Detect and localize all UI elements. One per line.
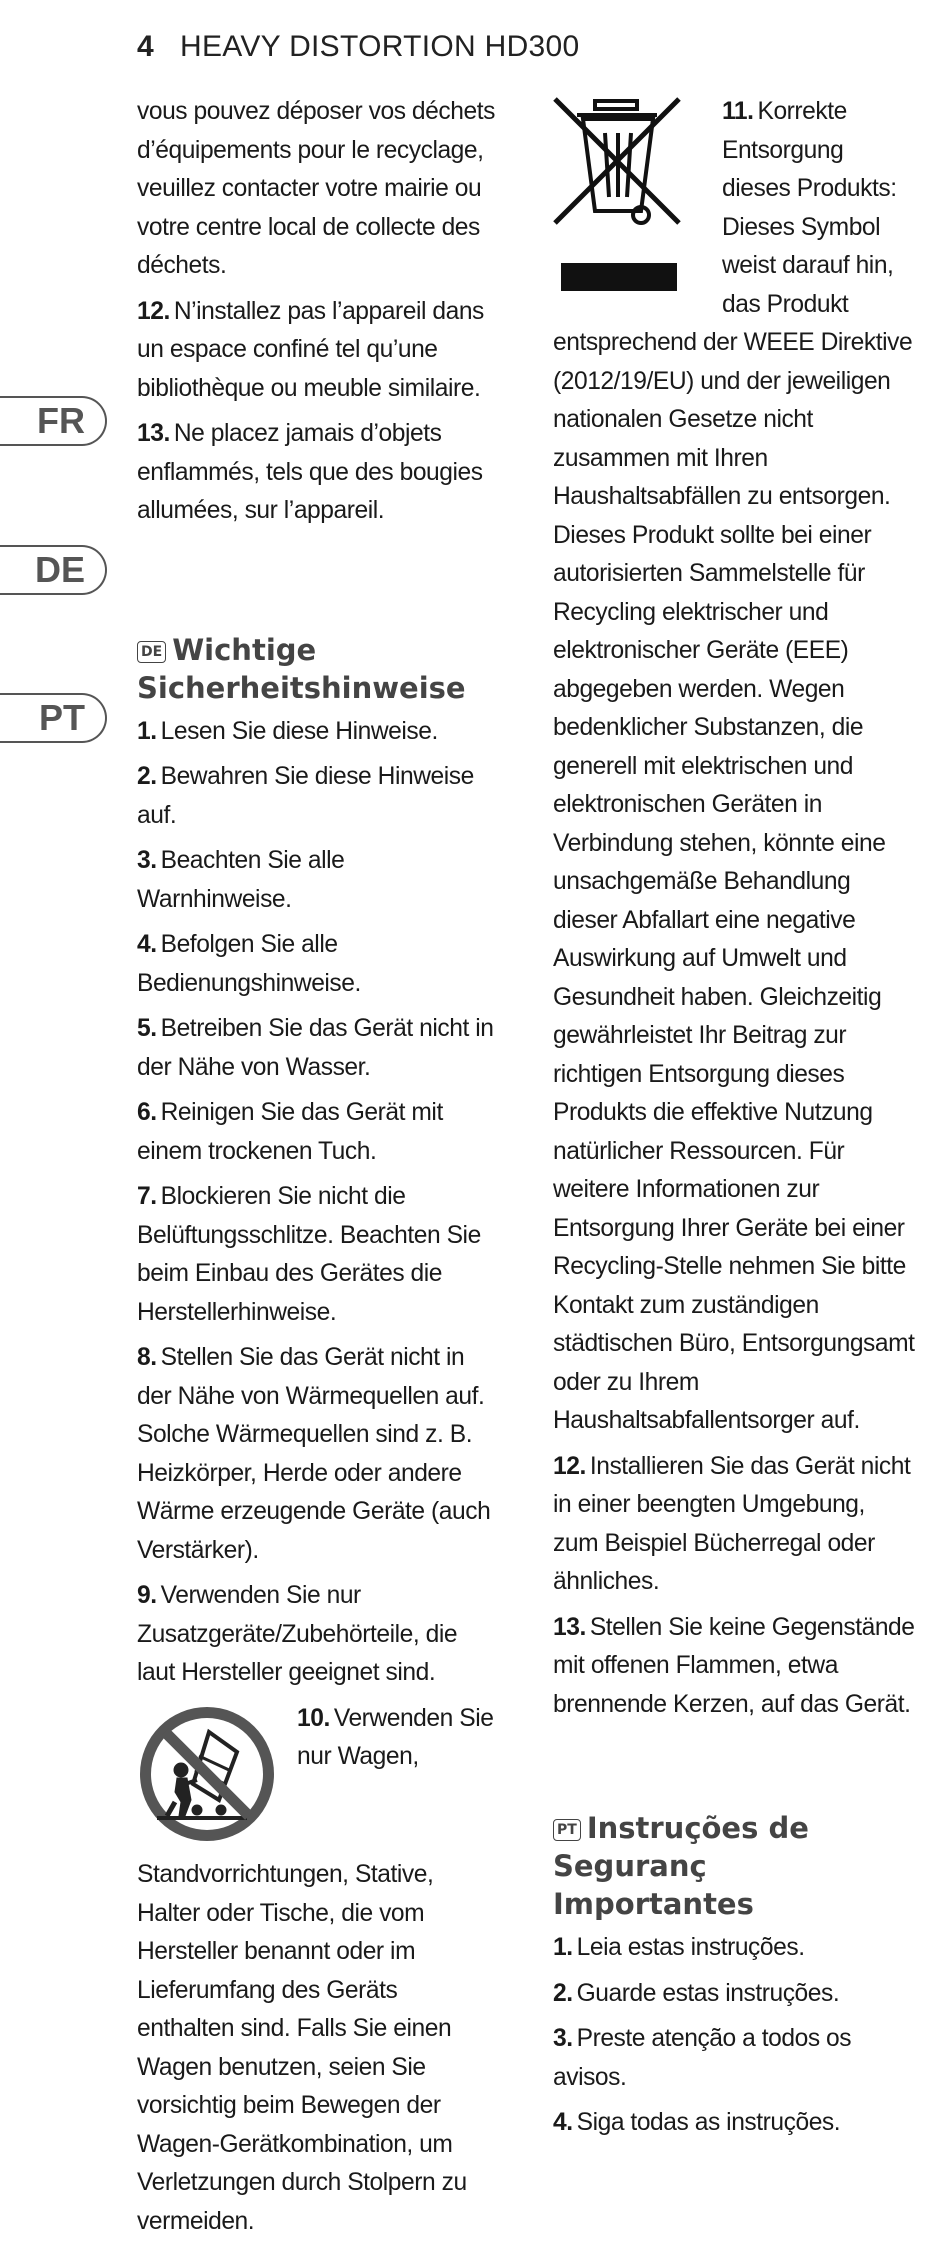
pt-item-2: 2. Guarde estas instruções. [553, 1979, 840, 2007]
de-item-1: 1. Lesen Sie diese Hinweise. [137, 717, 438, 745]
de-item-10: 10. Verwenden Sie nur Wagen, Standvorrichtungen, Stative, Halter oder Tische, die vom Hersteller benannt oder im Lieferumfang des Geräts enthalten sind. Falls Sie einen Wagen benutzen, seien Sie vorsichtig beim Bewegen der Wagen-Gerätkombination, um Verletzungen durch Stolpern zu vermeiden. [137, 1704, 494, 2235]
de-lang-badge: DE [137, 641, 166, 663]
de-item-13: 13. Stellen Sie keine Gegenstände mit offenen Flammen, etwa brennende Kerzen, auf das Gerät. [553, 1613, 915, 1718]
de-section-heading: DE Wichtige Sicherheitshinweise [137, 632, 466, 705]
de-item-11: 11. Korrekte Entsorgung dieses Produkts: Dieses Symbol weist darauf hin, das Produkt entsprechend der WEEE Direktive (2012/19/EU) und der jeweiligen nationalen Gesetze nicht zusammen mit Ihren Haushaltsabfällen zu entsorgen. Dieses Produkt sollte bei einer autorisierten Sammelstelle für Recycling elektrischer und elektronischer Geräte (EEE) abgegeben werden. Wegen bedenklicher Substanzen, die generell mit elektrischen und elektronischen Geräten in Verbindung stehen, könnte eine unsachgemäße Behandlung dieser Abfallart eine negative Auswirkung auf Umwelt und Gesundheit haben. Gleichzeitig gewährleistet Ihr Beitrag zur richtigen Entsorgung dieses Produkts die effektive Nutzung natürlicher Ressourcen. Für weitere Informationen zur Entsorgung Ihrer Geräte bei einer Recycling-Stelle nehmen Sie bitte Kontakt zum zuständigen städtischen Büro, Entsorgungsamt oder zu Ihrem Haushaltsabfallentsorger auf. [553, 93, 915, 1441]
pt-item-3: 3. Preste atenção a todos os avisos. [553, 2025, 852, 2091]
de-item-5: 5. Betreiben Sie das Gerät nicht in der Nähe von Wasser. [137, 1015, 494, 1081]
de-item-6: 6. Reinigen Sie das Gerät mit einem trockenen Tuch. [137, 1099, 443, 1165]
de-item-2: 2. Bewahren Sie diese Hinweise auf. [137, 763, 474, 829]
weee-crossed-bin-icon [549, 93, 686, 310]
fr-continuation: vous pouvez déposer vos déchets d’équipements pour le recyclage, veuillez contacter votre mairie ou votre centre local de collecte des déchets. [137, 98, 495, 279]
lang-tab-pt[interactable]: PT [0, 693, 107, 743]
fr-item-12: 12. N’installez pas l’appareil dans un espace confiné tel qu’une bibliothèque ou meuble similaire. [137, 297, 484, 402]
left-column [137, 93, 499, 2248]
page-header [137, 30, 580, 64]
pt-section-heading: PT Instruções de Seguranç Importantes [553, 1811, 809, 1921]
de-item-3: 3. Beachten Sie alle Warnhinweise. [137, 847, 345, 913]
lang-tab-de[interactable]: DE [0, 545, 107, 595]
pt-item-1: 1. Leia estas instruções. [553, 1934, 805, 1961]
page-number: 4 [137, 30, 154, 63]
pt-lang-badge: PT [553, 1819, 581, 1841]
fr-item-13: 13. Ne placez jamais d’objets enflammés, tels que des bougies allumées, sur l’appareil. [137, 420, 483, 524]
de-item-4: 4. Befolgen Sie alle Bedienungshinweise. [137, 931, 361, 997]
de-item-8: 8. Stellen Sie das Gerät nicht in der Nähe von Wärmequellen auf. Solche Wärmequellen sind z. B. Heizkörper, Herde oder andere Wärme erzeugende Geräte (auch Verstärker). [137, 1344, 491, 1564]
de-item-12: 12. Installieren Sie das Gerät nicht in einer beengten Umgebung, zum Beispiel Bücherregal oder ähnliches. [553, 1452, 911, 1595]
de-item-7: 7. Blockieren Sie nicht die Belüftungsschlitze. Beachten Sie beim Einbau des Gerätes die Herstellerhinweise. [137, 1183, 481, 1326]
pt-item-4: 4. Siga todas as instruções. [553, 2109, 841, 2136]
de-item-9: 9. Verwenden Sie nur Zusatzgeräte/Zubehörteile, die laut Hersteller geeignet sind. [137, 1582, 458, 1686]
cart-tip-over-warning-icon [137, 1704, 277, 1857]
document-title: HEAVY DISTORTION HD300 [180, 30, 580, 63]
lang-tab-fr[interactable]: FR [0, 396, 107, 446]
right-column [553, 93, 915, 2150]
